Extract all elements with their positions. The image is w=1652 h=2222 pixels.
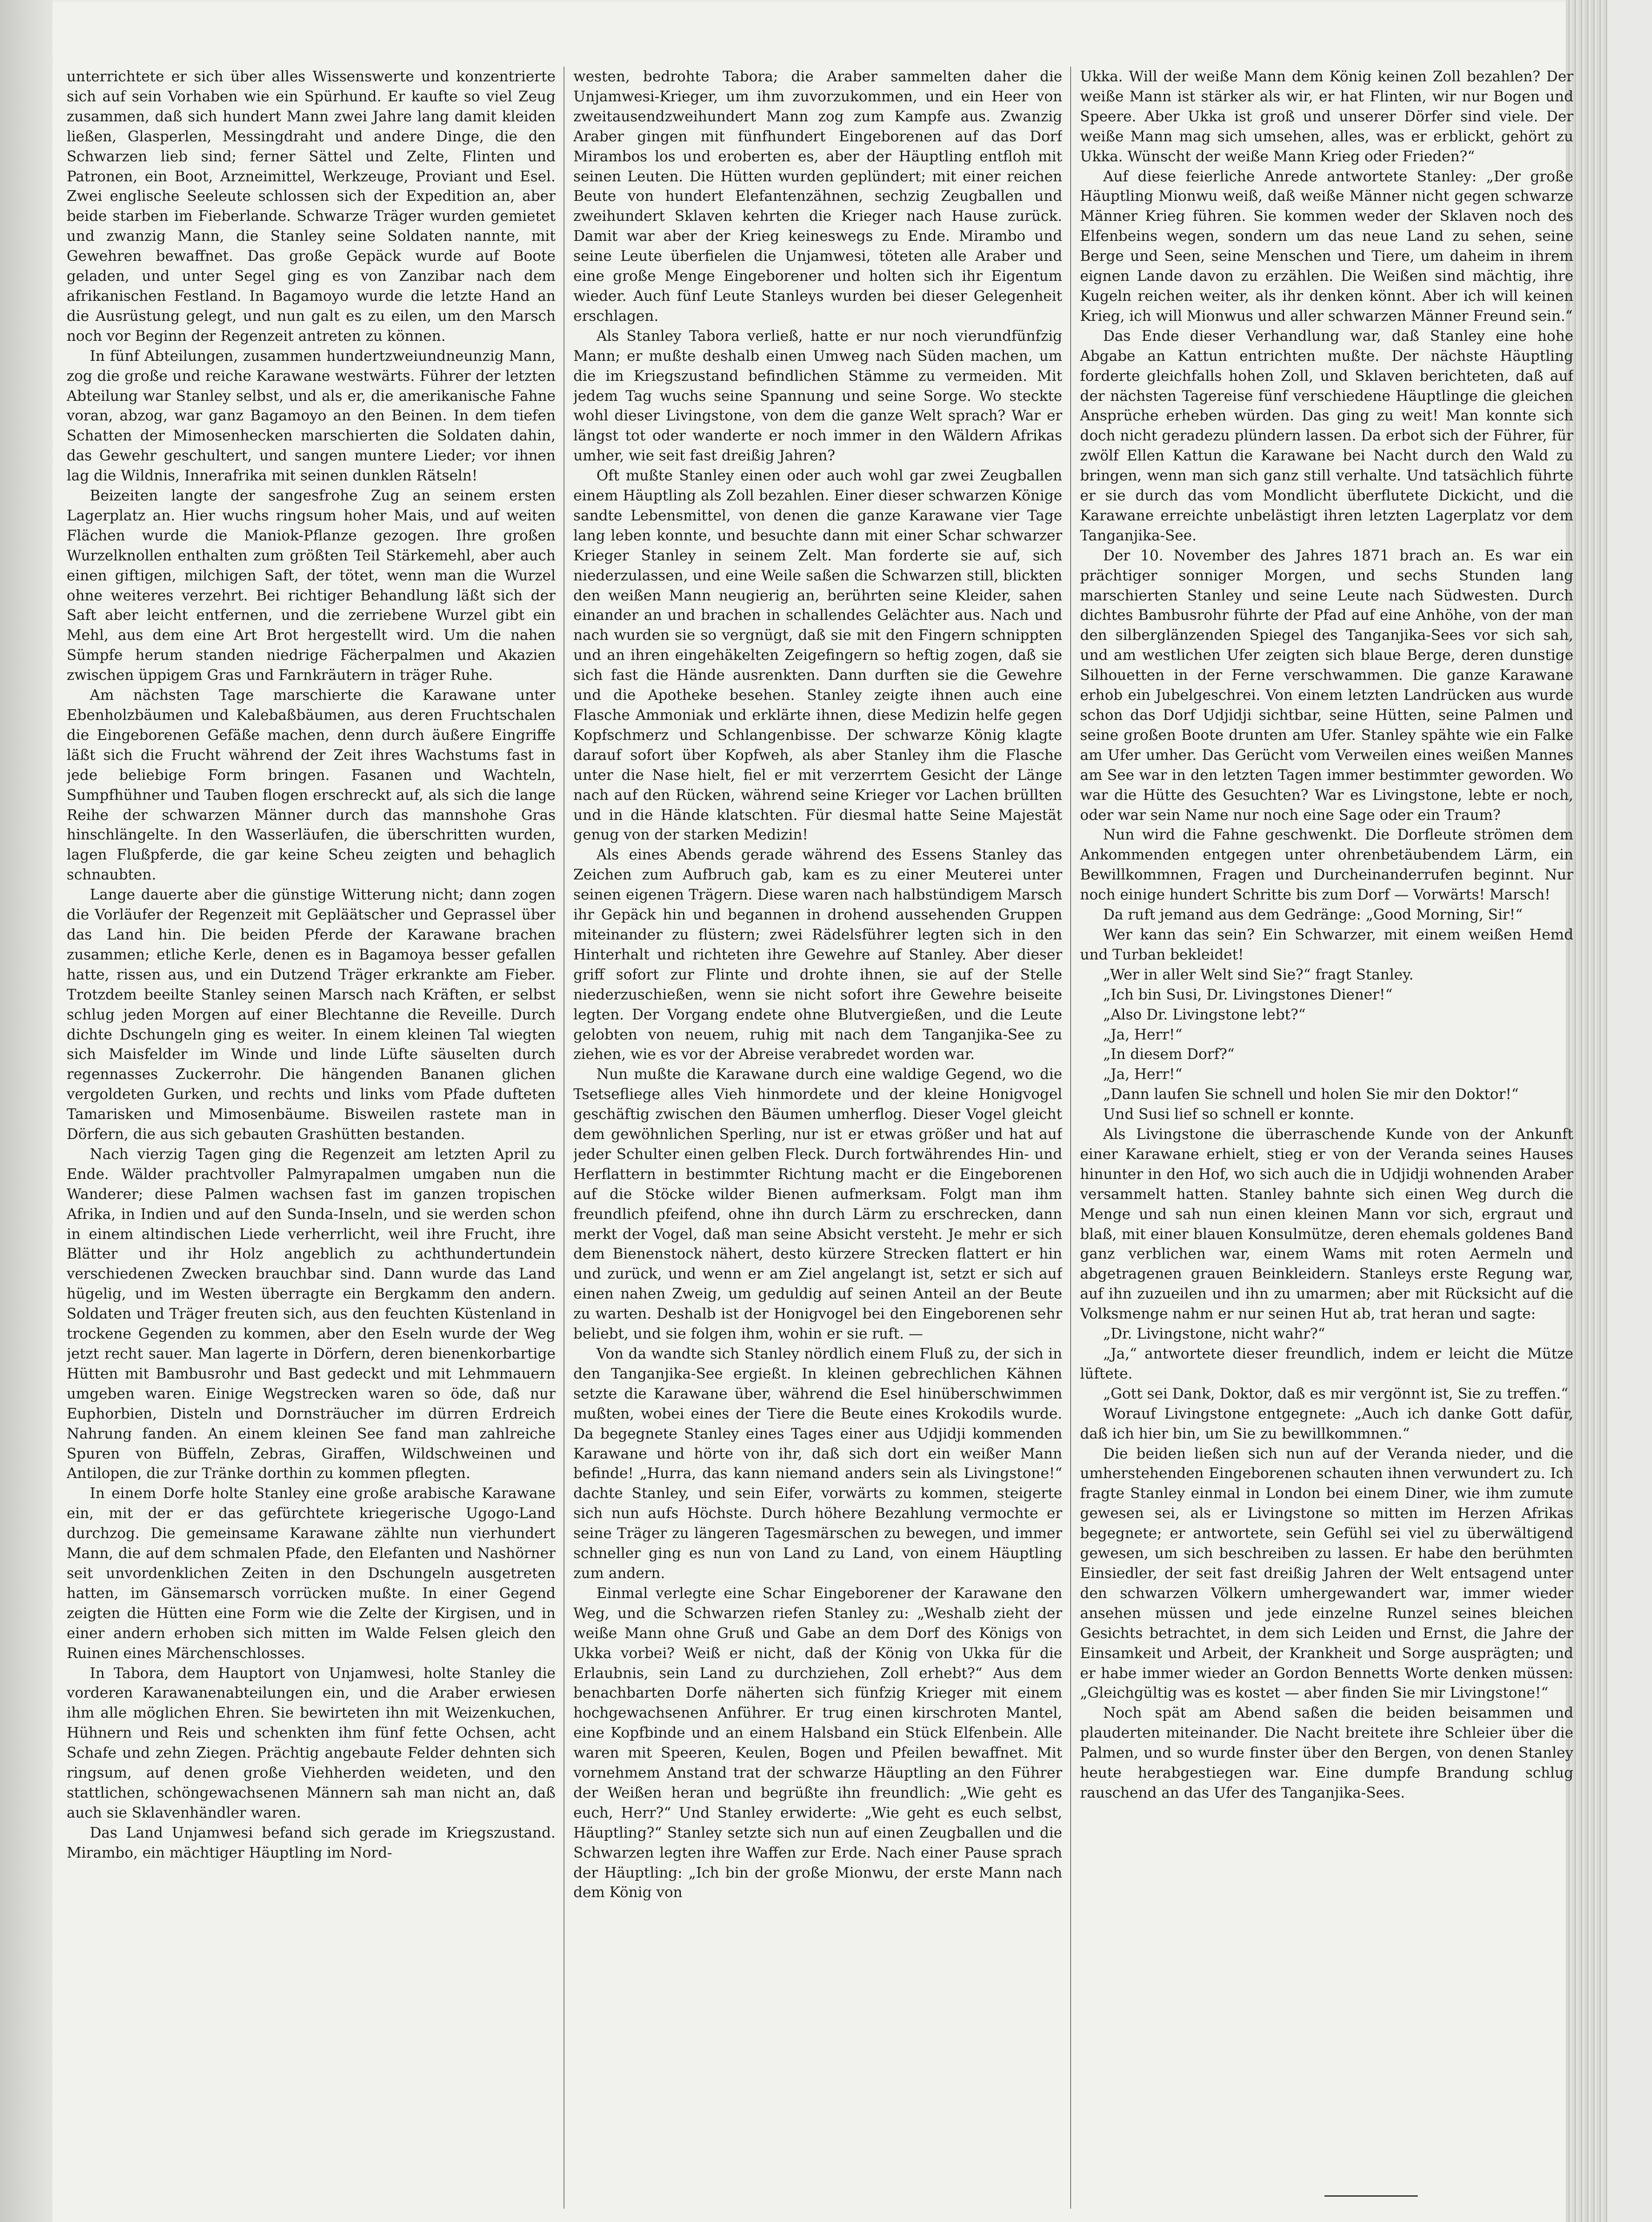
paragraph: „Dann laufen Sie schnell und holen Sie mir den Doktor!“ [1103,1086,1519,1103]
paragraph: Als Stanley Tabora verließ, hatte er nur noch vierundfünfzig Mann; er mußte deshalb einen Umweg nach Süden machen, um die im Kriegszustand befindlichen Stämme zu vermeiden. Mit jedem Tag wuchs seine Spannung und seine Sorge. Wo steckte wohl dieser Livingstone, von dem die ganze Welt sprach? War er längst tot oder wanderte er noch immer in den Wäldern Afrikas umher, wie seit fast dreißig Jahren? [573,327,1062,464]
paragraph: „Wer in aller Welt sind Sie?“ fragt Stanley. [1103,966,1414,983]
paragraph: westen, bedrohte Tabora; die Araber sammelten daher die Unjamwesi-Krieger, um ihm zuvorzukommen, und ein Heer von zweitausendzweihundert Mann zog zum Kampfe aus. Zwanzig Araber gingen mit fünfhundert Eingeborenen auf das Dorf Mirambos los und eroberten es, aber der Häuptling entfloh mit seinen Leuten. Die Hütten wurden geplündert; mit einer reichen Beute von hundert Elefantenzähnen, sechzig Zeugballen und zweihundert Sklaven kehrten die Krieger nach Hause zurück. Damit war aber der Krieg keineswegs zu Ende. Mirambo und seine Leute überfielen die Unjamwesi, töteten alle Araber und eine große Menge Eingeborener und holten sich ihr Eigentum wieder. Auch fünf Leute Stanleys wurden bei dieser Gelegenheit erschlagen. [573,68,1062,324]
end-rule [1324,2195,1418,2197]
paragraph: Die beiden ließen sich nun auf der Veranda nieder, und die umherstehenden Eingeborenen schauten ihnen verwundert zu. Ich fragte Stanley einmal in London bei einem Diner, wie ihm zumute gewesen sei, als er Livingstone so mitten im Herzen Afrikas begegnete; er antwortete, sein Gefühl sei viel zu überwältigend gewesen, um sich beschreiben zu lassen. Er habe den berühmten Einsiedler, der seit fast dreißig Jahren der Welt entsagend unter den schwarzen Völkern umhergewandert war, immer wieder ansehen müssen und jede einzelne Runzel seines bleichen Gesichts betrachtet, in dem sich Leiden und Ernst, die Jahre der Einsamkeit und Arbeit, der Krankheit und Sorge ausprägten; und er habe immer wieder an Gordon Bennetts Worte denken müssen: „Gleichgültig was es kostet — aber finden Sie mir Livingstone!“ [1080,1445,1573,1702]
paragraph: unterrichtete er sich über alles Wissenswerte und konzentrierte sich auf sein Vorhaben wie ein Spürhund. Er kaufte so viel Zeug zusammen, daß sich hundert Mann zwei Jahre lang damit kleiden ließen, Glasperlen, Messingdraht und andere Dinge, die den Schwarzen lieb sind; ferner Sättel und Zelte, Flinten und Patronen, ein Boot, Arzneimittel, Werkzeuge, Proviant und Esel. Zwei englische Seeleute schlossen sich der Expedition an, aber beide starben im Fieberlande. Schwarze Träger wurden gemietet und zwanzig Mann, die Stanley seine Soldaten nannte, mit Gewehren bewaffnet. Das große Gepäck wurde auf Boote geladen, und unter Segel ging es von Zanzibar nach dem afrikanischen Festland. In Bagamoyo wurde die letzte Hand an die Ausrüstung gelegt, und nun galt es zu eilen, um den Marsch noch vor Beginn der Regenzeit antreten zu können. [67,68,556,344]
page-binding [0,0,52,2222]
paragraph: Als eines Abends gerade während des Essens Stanley das Zeichen zum Aufbruch gab, kam es zu einer Meuterei unter seinen eigenen Trägern. Diese waren nach halbstündigem Marsch ihr Gepäck hin und begannen in drohend aussehenden Gruppen miteinander zu flüstern; zwei Rädelsführer legten sich in den Hinterhalt und richteten ihre Gewehre auf Stanley. Aber dieser griff sofort zur Flinte und drohte ihnen, sie auf der Stelle niederzuschießen, wenn sie nicht sofort ihre Gewehre beiseite legten. Der Vorgang endete ohne Blutvergießen, und die Leute gelobten von neuem, ruhig mit nach dem Tanganjika-See zu ziehen, wie es vor der Abreise verabredet worden war. [573,846,1062,1063]
paragraph: „In diesem Dorf?“ [1103,1046,1235,1063]
paragraph: Einmal verlegte eine Schar Eingeborener der Karawane den Weg, und die Schwarzen riefen Stanley zu: „Weshalb zieht der weiße Mann ohne Gruß und Gabe an dem Dorf des Königs von Ukka vorbei? Weiß er nicht, daß der König von Ukka für die Erlaubnis, sein Land zu durchziehen, Zoll erhebt?“ Aus dem benachbarten Dorfe näherten sich fünfzig Krieger mit einem hochgewachsenen Anführer. Er trug einen kirschroten Mantel, eine Kopfbinde und an einem Halsband ein Stück Elfenbein. Alle waren mit Speeren, Keulen, Bogen und Pfeilen bewaffnet. Mit vornehmem Anstand trat der schwarze Häuptling an den Führer der Weißen heran und begrüßte ihn freundlich: „Wie geht es euch, Herr?“ Und Stanley erwiderte: „Wie geht es euch selbst, Häuptling?“ Stanley setzte sich nun auf einen Zeugballen und die Schwarzen legten ihre Waffen zur Erde. Nach einer Pause sprach der Häuptling: „Ich bin der große Mionwu, der erste Mann nach dem König von [573,1584,1062,1901]
paragraph: Beizeiten langte der sangesfrohe Zug an seinem ersten Lagerplatz an. Hier wuchs ringsum hoher Mais, und auf weiten Flächen wurde die Maniok-Pflanze gezogen. Ihre großen Wurzelknollen enthalten zum größten Teil Stärkemehl, aber auch einen giftigen, milchigen Saft, der tötet, wenn man die Wurzel ohne weiteres verzehrt. Bei richtiger Behandlung läßt sich der Saft aber leicht entfernen, und die zerriebene Wurzel gibt ein Mehl, aus dem eine Art Brot hergestellt wird. Um die nahen Sümpfe herum standen niedrige Fächerpalmen und Akazien zwischen üppigem Gras und Farnkräutern in träger Ruhe. [67,487,556,684]
paragraph: Nach vierzig Tagen ging die Regenzeit am letzten April zu Ende. Wälder prachtvoller Palmyrapalmen umgaben nun die Wanderer; diese Palmen wachsen fast im ganzen tropischen Afrika, in Indien und auf den Sunda-Inseln, und sie werden schon in einem altindischen Liede verherrlicht, weil ihre Frucht, ihre Blätter und ihr Holz angeblich zu achthundertundein verschiedenen Zwecken brauchbar sind. Dann wurde das Land hügelig, und im Westen überragte ein Bergkamm den andern. Soldaten und Träger freuten sich, aus den feuchten Küstenland in trockene Gegenden zu kommen, aber den Eseln wurde der Weg jetzt recht sauer. Man lagerte in Dörfern, deren bienenkorbartige Hütten mit Bambusrohr und Bast gedeckt und mit Lehmmauern umgeben waren. Einige Wegstrecken waren so öde, daß nur Euphorbien, Disteln und Dornsträucher im dürren Erdreich Nahrung fanden. An einem kleinen See fand man zahlreiche Spuren von Büffeln, Zebras, Giraffen, Wildschweinen und Antilopen, die zur Tränke dorthin zu kommen pflegten. [67,1145,556,1482]
text-column-1 [67,67,556,2222]
paragraph: In einem Dorfe holte Stanley eine große arabische Karawane ein, mit der er das gefürchtete kriegerische Ugogo-Land durchzog. Die gemeinsame Karawane zählte nun vierhundert Mann, die auf dem schmalen Pfade, den Elefanten und Nashörner seit unvordenklichen Zeiten in den Dschungeln ausgetreten hatten, im Gänsemarsch vorrücken mußte. In einer Gegend zeigten die Hütten eine Form wie die Zelte der Kirgisen, und in einer andern erhoben sich mitten im Walde Felsen gleich den Ruinen eines Märchenschlosses. [67,1485,556,1662]
paragraph: „Gott sei Dank, Doktor, daß es mir vergönnt ist, Sie zu treffen.“ [1103,1385,1568,1402]
paragraph: Nun wird die Fahne geschwenkt. Die Dorfleute strömen dem Ankommenden entgegen unter ohrenbetäubendem Lärm, ein Bewillkommnen, Fragen und Durcheinanderrufen beginnt. Nur noch einige hundert Schritte bis zum Dorf — Vorwärts! Marsch! [1080,826,1573,903]
paragraph: In fünf Abteilungen, zusammen hundertzweiundneunzig Mann, zog die große und reiche Karawane westwärts. Führer der letzten Abteilung war Stanley selbst, und als er, die amerikanische Fahne voran, abzog, war ganz Bagamoyo an den Beinen. In dem tiefen Schatten der Mimosenhecken marschierten die Soldaten dahin, das Gewehr geschultert, und sangen muntere Lieder; vor ihnen lag die Wildnis, Innerafrika mit seinen dunklen Rätseln! [67,347,556,484]
paragraph: Das Ende dieser Verhandlung war, daß Stanley eine hohe Abgabe an Kattun entrichten mußte. Der nächste Häuptling forderte gleichfalls hohen Zoll, und Sklaven berichteten, daß auf der nächsten Tagereise fünf verschiedene Häuptlinge die gleichen Ansprüche erheben würden. Das ging zu weit! Man konnte sich doch nicht geradezu plündern lassen. Da erbot sich der Führer, für zwölf Ellen Kattun die Karawane bei Nacht durch den Wald zu bringen, wenn man sich ganz still verhalte. Und tatsächlich führte er sie durch das vom Mondlicht überflutete Dickicht, und die Karawane erreichte unbelästigt ihren letzten Lagerplatz vor dem Tanganjika-See. [1080,327,1573,544]
paragraph: Das Land Unjamwesi befand sich gerade im Kriegszustand. Mirambo, ein mächtiger Häuptling im Nord- [67,1824,556,1861]
text-column-2 [573,67,1062,2222]
column-divider-2 [1070,67,1071,2209]
paragraph: Oft mußte Stanley einen oder auch wohl gar zwei Zeugballen einem Häuptling als Zoll bezahlen. Einer dieser schwarzen Könige sandte Lebensmittel, von denen die ganze Karawane vier Tage lang leben konnte, und besuchte dann mit einer Schar schwarzer Krieger Stanley in seinem Zelt. Man forderte sie auf, sich niederzulassen, und eine Weile saßen die Schwarzen still, blickten den weißen Mann neugierig an, berührten seine Kleider, sahen einander an und brachen in schallendes Gelächter aus. Nach und nach wurden sie so vergnügt, daß sie mit den Fingern schnippten und an ihren eingehäkelten Zeigefingern so heftig zogen, daß sie sich fast die Hände ausrenkten. Dann durften sie die Gewehre und die Apotheke besehen. Stanley zeigte ihnen auch eine Flasche Ammoniak und erklärte ihnen, diese Medizin helfe gegen Kopfschmerz und Schlangenbisse. Der schwarze König klagte darauf sofort über Kopfweh, als aber Stanley ihm die Flasche unter die Nase hielt, fiel er mit verzerrtem Gesicht der Länge nach auf den Rücken, während seine Krieger vor Lachen brüllten und in die Hände klatschten. Für diesmal hatte Seine Majestät genug von der starken Medizin! [573,467,1062,843]
paragraph: Wer kann das sein? Ein Schwarzer, mit einem weißen Hemd und Turban bekleidet! [1080,926,1573,963]
paragraph: Da ruft jemand aus dem Gedränge: „Good Morning, Sir!“ [1103,906,1523,923]
text-column-3 [1080,67,1573,2222]
paragraph: „Also Dr. Livingstone lebt?“ [1103,1006,1306,1023]
paragraph: Ukka. Will der weiße Mann dem König keinen Zoll bezahlen? Der weiße Mann ist stärker als wir, er hat Flinten, wir nur Bogen und Speere. Aber Ukka ist groß und unserer Dörfer sind viele. Der weiße Mann mag sich umsehen, alles, was er erblickt, gehört zu Ukka. Wünscht der weiße Mann Krieg oder Frieden?“ [1080,68,1573,165]
paragraph: Nun mußte die Karawane durch eine waldige Gegend, wo die Tsetsefliege alles Vieh hinmordete und der kleine Honigvogel geschäftig zwischen den Bäumen umherflog. Dieser Vogel gleicht dem gewöhnlichen Sperling, nur ist er etwas größer und hat auf jeder Schulter einen gelben Fleck. Durch fortwährendes Hin- und Herflattern in bestimmter Richtung macht er die Eingeborenen auf die Stöcke wilder Bienen aufmerksam. Folgt man ihm freundlich pfeifend, ohne ihn durch Lärm zu erschrecken, dann merkt der Vogel, daß man seine Absicht versteht. Je mehr er sich dem Bienenstock nähert, desto kürzere Strecken flattert er hin und zurück, und wenn er am Ziel angelangt ist, setzt er sich auf einen nahen Zweig, um geduldig auf seinen Anteil an der Beute zu warten. Deshalb ist der Honigvogel bei den Eingeborenen sehr beliebt, und sie folgen ihm, wohin er sie ruft. — [573,1066,1062,1343]
paragraph: „Ja, Herr!“ [1103,1026,1183,1043]
paragraph: „Ja,“ antwortete dieser freundlich, indem er leicht die Mütze lüftete. [1080,1345,1573,1382]
paragraph: Auf diese feierliche Anrede antwortete Stanley: „Der große Häuptling Mionwu weiß, daß weiße Männer nicht gegen schwarze Männer Krieg führen. Sie kommen weder der Sklaven noch des Elfenbeins wegen, sondern um das neue Land zu sehen, seine Berge und Seen, seine Menschen und Tiere, um daheim in ihrem eignen Lande davon zu erzählen. Die Weißen sind mächtig, ihre Kugeln reichen weiter, als ihr denken könnt. Aber ich will keinen Krieg, ich will Mionwus und aller schwarzen Männer Freund sein.“ [1080,168,1573,324]
paragraph: Am nächsten Tage marschierte die Karawane unter Ebenholzbäumen und Kalebaßbäumen, aus deren Fruchtschalen die Eingeborenen Gefäße machen, denn durch äußere Eingriffe läßt sich die Frucht während der Zeit ihres Wachstums fast in jede beliebige Form bringen. Fasanen und Wachteln, Sumpfhühner und Tauben flogen erschreckt auf, als sich die lange Reihe der schwarzen Männer durch das mannshohe Gras hinschlängelte. In den Wasserläufen, die überschritten wurden, lagen Flußpferde, die gar keine Scheu zeigten und behaglich schnaubten. [67,687,556,883]
paragraph: Lange dauerte aber die günstige Witterung nicht; dann zogen die Vorläufer der Regenzeit mit Gepläätscher und Geprassel über das Land hin. Die beiden Pferde der Karawane brachen zusammen; etliche Kerle, denen es in Bagamoya besser gefallen hatte, rissen aus, und ein Dutzend Träger erkrankte am Fieber. Trotzdem beeilte Stanley seinen Marsch nach Kräften, er selbst schlug jeden Morgen auf einer Blechtanne die Reveille. Durch dichte Dschungeln ging es weiter. In einem kleinen Tal wiegten sich Maisfelder im Winde und linde Lüfte säuselten durch regennasses Zuckerrohr. Die hängenden Bananen glichen vergoldeten Gurken, und rechts und links vom Pfade dufteten Tamarisken und Mimosenbäume. Bisweilen rastete man in Dörfern, die aus sich gebauten Grashütten bestanden. [67,886,556,1143]
paragraph: „Dr. Livingstone, nicht wahr?“ [1103,1325,1325,1343]
paragraph: Und Susi lief so schnell er konnte. [1103,1106,1354,1123]
paragraph: Noch spät am Abend saßen die beiden beisammen und plauderten miteinander. Die Nacht breitete ihre Schleier über die Palmen, und so wurde finster über den Bergen, von denen Stanley heute herabgestiegen war. Eine dumpfe Brandung schlug rauschend an das Ufer des Tanganjika-Sees. [1080,1704,1573,1801]
paragraph: Als Livingstone die überraschende Kunde von der Ankunft einer Karawane erhielt, stieg er von der Veranda seines Hauses hinunter in den Hof, wo sich auch die in Udjidji wohnenden Araber versammelt hatten. Stanley bahnte sich einen Weg durch die Menge und sah nun einen kleinen Mann vor sich, ergraut und blaß, mit einer blauen Konsulmütze, deren ehemals goldenes Band ganz verblichen war, einem Wams mit roten Aermeln und abgetragenen grauen Beinkleidern. Stanleys erste Regung war, auf ihn zuzueilen und ihn zu umarmen; aber mit Rücksicht auf die Volksmenge nahm er nur seinen Hut ab, trat heran und sagte: [1080,1126,1573,1323]
paragraph: „Ja, Herr!“ [1103,1066,1183,1083]
paragraph: Der 10. November des Jahres 1871 brach an. Es war ein prächtiger sonniger Morgen, und sechs Stunden lang marschierten Stanley und seine Leute nach Südwesten. Durch dichtes Bambusrohr führte der Pfad auf eine Anhöhe, von der man den silberglänzenden Spiegel des Tanganjika-Sees vor sich sah, und am westlichen Ufer zeigten sich blaue Berge, deren dunstige Silhouetten in der Ferne verschwammen. Die ganze Karawane erhob ein Jubelgeschrei. Von einem letzten Landrücken aus wurde schon das Dorf Udjidji sichtbar, seine Hütten, seine Palmen und seine großen Boote drunten am Ufer. Stanley spähte wie ein Falke am Ufer umher. Das Gerücht vom Verweilen eines weißen Mannes am See war in den letzten Tagen immer bestimmter geworden. Wo war die Hütte des Gesuchten? War es Livingstone, lebte er noch, oder war sein Name nur noch eine Sage oder ein Traum? [1080,547,1573,823]
paragraph: Worauf Livingstone entgegnete: „Auch ich danke Gott dafür, daß ich hier bin, um Sie zu bewillkommnen.“ [1080,1405,1573,1442]
paragraph: Von da wandte sich Stanley nördlich einem Fluß zu, der sich in den Tanganjika-See ergießt. In kleinen gebrechlichen Kähnen setzte die Karawane über, während die Esel hinüberschwimmen mußten, wobei eines der Tiere die Beute eines Krokodils wurde. Da begegnete Stanley eines Tages einer aus Udjidji kommenden Karawane und hörte von ihr, daß sich dort ein weißer Mann befinde! „Hurra, das kann niemand anders sein als Livingstone!“ dachte Stanley, und sein Eifer, vorwärts zu kommen, steigerte sich nun aufs Höchste. Durch höhere Bezahlung vermochte er seine Träger zu längeren Tagesmärschen zu bewegen, und immer schneller ging es nun von Land zu Land, von einem Häuptling zum andern. [573,1345,1062,1582]
paragraph: In Tabora, dem Hauptort von Unjamwesi, holte Stanley die vorderen Karawanenabteilungen ein, und die Araber erwiesen ihm alle möglichen Ehren. Sie bewirteten ihn mit Weizenkuchen, Hühnern und Reis und schenkten ihm fünf fette Ochsen, acht Schafe und zehn Ziegen. Prächtig angebaute Felder dehnten sich ringsum, auf denen große Viehherden weideten, und den stattlichen, schöngewachsenen Männern sah man nicht an, daß auch sie Sklavenhändler waren. [67,1664,556,1821]
paragraph: „Ich bin Susi, Dr. Livingstones Diener!“ [1103,986,1393,1003]
